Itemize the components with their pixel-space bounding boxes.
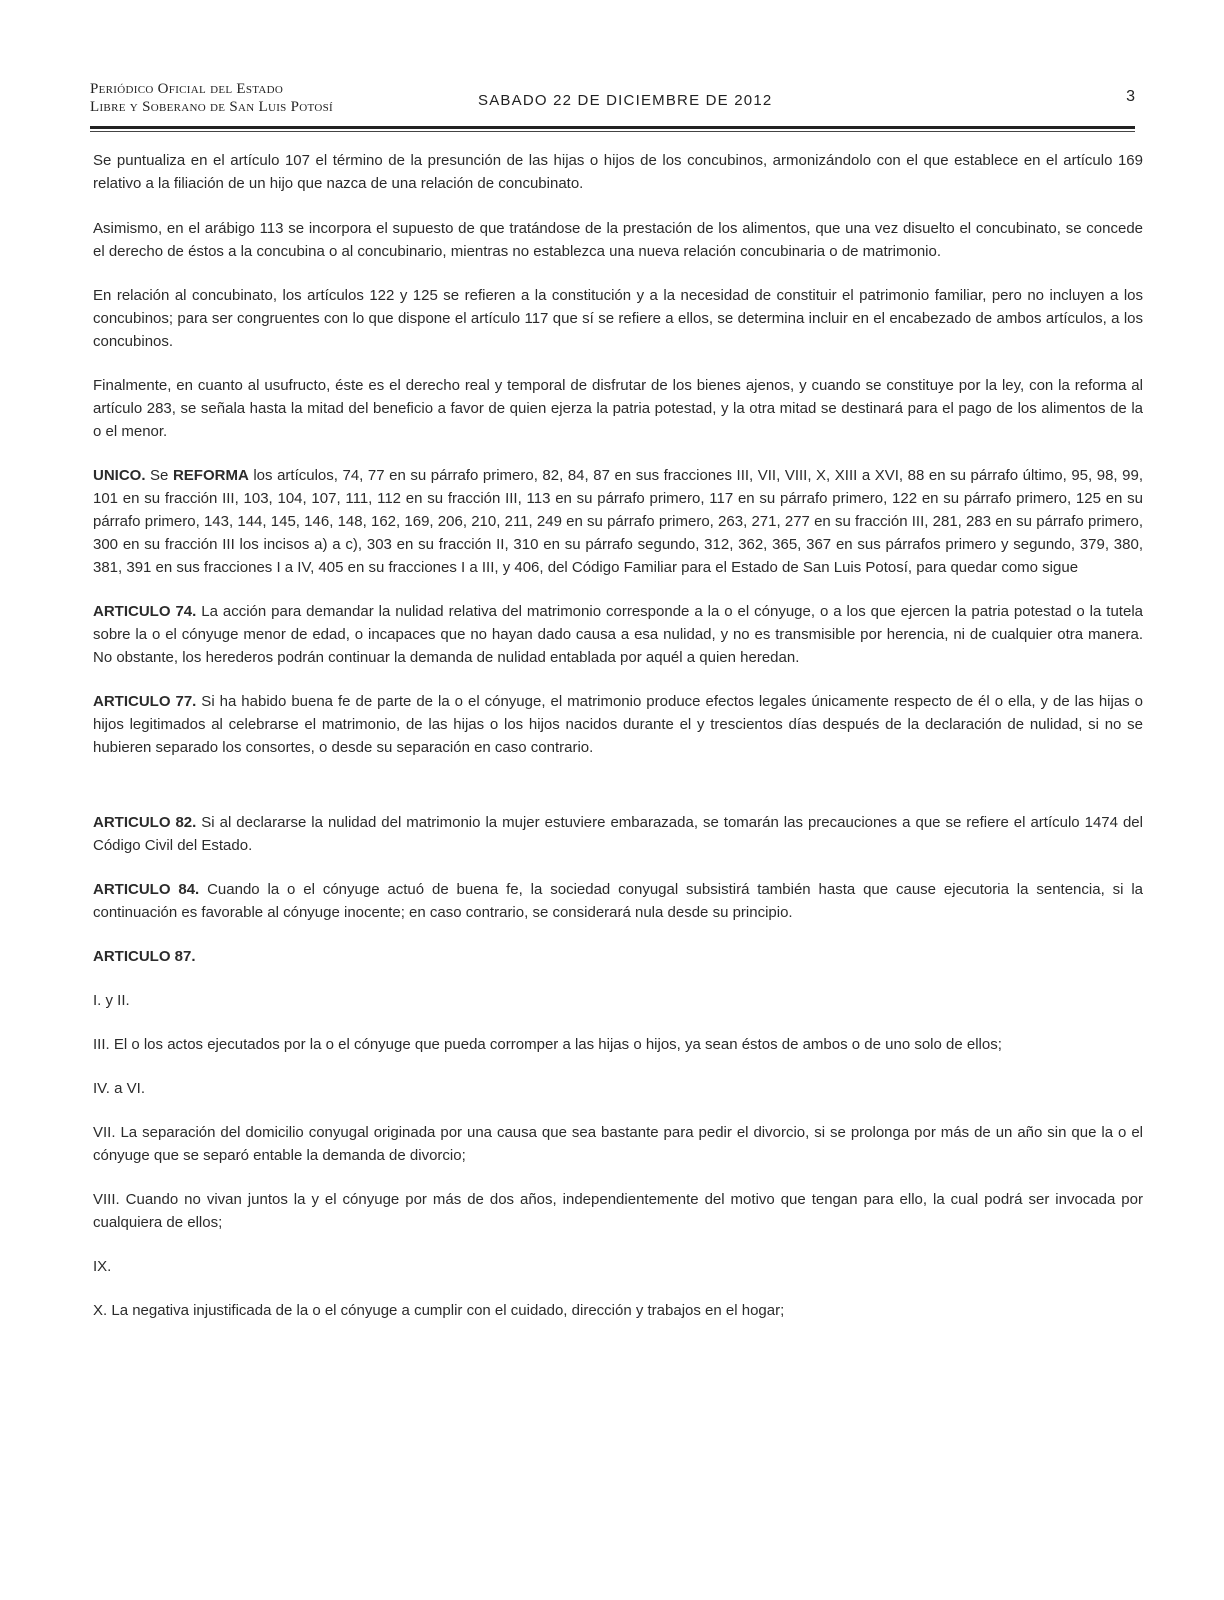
fraction-iv-vi: IV. a VI. (93, 1080, 145, 1097)
fraction-x (93, 1299, 1143, 1322)
fraction-iii-label: III. (93, 1036, 110, 1053)
masthead-line-1: Periódico Oficial del Estado (90, 81, 284, 97)
article-84 (93, 878, 1143, 924)
masthead (90, 80, 333, 116)
article-84-text: Cuando la o el cónyuge actuó de buena fe, la sociedad conyugal subsistirá también hasta que cause ejecutoria la sentencia, si la continuación es favorable al cónyuge inocente; en caso contrario, se considerará nula desde su principio. (93, 881, 1143, 921)
header-rule-thick (90, 126, 1135, 129)
publication-date: SABADO 22 DE DICIEMBRE DE 2012 (478, 92, 773, 109)
page-number: 3 (1126, 88, 1135, 105)
article-84-heading: ARTICULO 84. (93, 881, 200, 898)
header-rule-thin (90, 131, 1135, 132)
article-74 (93, 600, 1143, 669)
fraction-x-text: La negativa injustificada de la o el cónyuge a cumplir con el cuidado, dirección y trabajos en el hogar; (107, 1302, 785, 1319)
fraction-vii-label: VII. (93, 1124, 116, 1141)
fraction-iii-text: El o los actos ejecutados por la o el cónyuge que pueda corromper a las hijas o hijos, ya sean éstos de ambos o de uno solo de ellos; (109, 1036, 1002, 1053)
article-82-heading: ARTICULO 82. (93, 814, 197, 831)
paragraph-articulo-107: Se puntualiza en el artículo 107 el término de la presunción de las hijas o hijos de los concubinos, armonizándolo con el que establece en el artículo 169 relativo a la filiación de un hijo que nazca de una relación de concubinato. (93, 152, 1143, 192)
unico-connector: Se (145, 467, 173, 484)
fraction-ix: IX. (93, 1258, 112, 1275)
reforma-label: REFORMA (172, 467, 249, 484)
article-77-heading: ARTICULO 77. (93, 693, 197, 710)
fraction-viii-text: Cuando no vivan juntos la y el cónyuge por más de dos años, independientemente del motivo que tengan para ello, la cual podrá ser invocada por cualquiera de ellos; (93, 1191, 1143, 1231)
paragraph-usufructo: Finalmente, en cuanto al usufructo, éste es el derecho real y temporal de disfrutar de los bienes ajenos, y cuando se constituye por la ley, con la reforma al artículo 283, se señala hasta la mitad del beneficio a favor de quien ejerza la patria potestad, y la otra mitad se destinará para el pago de los alimentos de la o el menor. (93, 377, 1143, 440)
spacer (93, 759, 1143, 811)
fraction-vii-text: La separación del domicilio conyugal originada por una causa que sea bastante para pedir el divorcio, si se prolonga por más de un año sin que la o el cónyuge que se separó entable la demanda de divorcio; (93, 1124, 1143, 1164)
article-74-text: La acción para demandar la nulidad relativa del matrimonio corresponde a la o el cónyuge, o a los que ejercen la patria potestad o la tutela sobre la o el cónyuge menor de edad, o incapaces que no hayan dado causa a esa nulidad, y no es transmisible por herencia, ni de cualquier otra manera. No obstante, los herederos podrán continuar la demanda de nulidad entablada por aquél a quien heredan. (93, 603, 1143, 666)
article-82-text: Si al declararse la nulidad del matrimonio la mujer estuviere embarazada, se tomarán las precauciones a que se refiere el artículo 1474 del Código Civil del Estado. (93, 814, 1143, 854)
fraction-iii (93, 1033, 1143, 1056)
paragraph-unico (93, 464, 1143, 579)
article-77 (93, 690, 1143, 759)
fraction-i-ii: I. y II. (93, 992, 130, 1009)
unico-text: los artículos, 74, 77 en su párrafo primero, 82, 84, 87 en sus fracciones III, VII, VIII, X, XIII a XVI, 88 en su párrafo último, 95, 98, 99, 101 en su fracción III, 103, 104, 107, 111, 112 en su fracción III, 113 en su párrafo primero, 117 en su párrafo primero, 122 en su párrafo primero, 125 en su párrafo primero, 143, 144, 145, 146, 148, 162, 169, 206, 210, 211, 249 en su párrafo primero, 263, 271, 277 en su fracción III, 281, 283 en su párrafo primero, 300 en su fracción III los incisos a) a c), 303 en su fracción II, 310 en su párrafo segundo, 312, 362, 365, 367 en sus párrafos primero y segundo, 379, 380, 381, 391 en sus fracciones I a IV, 405 en su fracciones I a III, y 406, del Código Familiar para el Estado de San Luis Potosí, para quedar como sigue (93, 467, 1144, 576)
article-82 (93, 811, 1143, 857)
page-header (90, 80, 1135, 120)
paragraph-concubinato: En relación al concubinato, los artículos 122 y 125 se refieren a la constitución y a la necesidad de constituir el patrimonio familiar, pero no incluyen a los concubinos; para ser congruentes con lo que dispone el artículo 117 que sí se refiere a ellos, se determina incluir en el encabezado de ambos artículos, a los concubinos. (93, 287, 1143, 350)
fraction-viii (93, 1188, 1143, 1234)
article-77-text: Si ha habido buena fe de parte de la o el cónyuge, el matrimonio produce efectos legales únicamente respecto de él o ella, y de las hijas o hijos legitimados al celebrarse el matrimonio, de las hijas o los hijos nacidos durante el y trescientos días después de la declaración de nulidad, si no se hubieren separado los consortes, o desde su separación en caso contrario. (93, 693, 1143, 756)
fraction-vii (93, 1121, 1143, 1167)
paragraph-arabigo-113: Asimismo, en el arábigo 113 se incorpora el supuesto de que tratándose de la prestación de los alimentos, que una vez disuelto el concubinato, se concede el derecho de éstos a la concubina o al concubinario, mientras no establezca una nueva relación concubinaria o de matrimonio. (93, 220, 1143, 260)
document-body (93, 149, 1143, 1322)
fraction-x-label: X. (93, 1302, 108, 1319)
masthead-line-2: Libre y Soberano de San Luis Potosí (90, 99, 333, 115)
fraction-viii-label: VIII. (93, 1191, 120, 1208)
unico-label: UNICO. (93, 467, 146, 484)
article-87-heading: ARTICULO 87. (93, 948, 196, 965)
article-74-heading: ARTICULO 74. (93, 603, 197, 620)
